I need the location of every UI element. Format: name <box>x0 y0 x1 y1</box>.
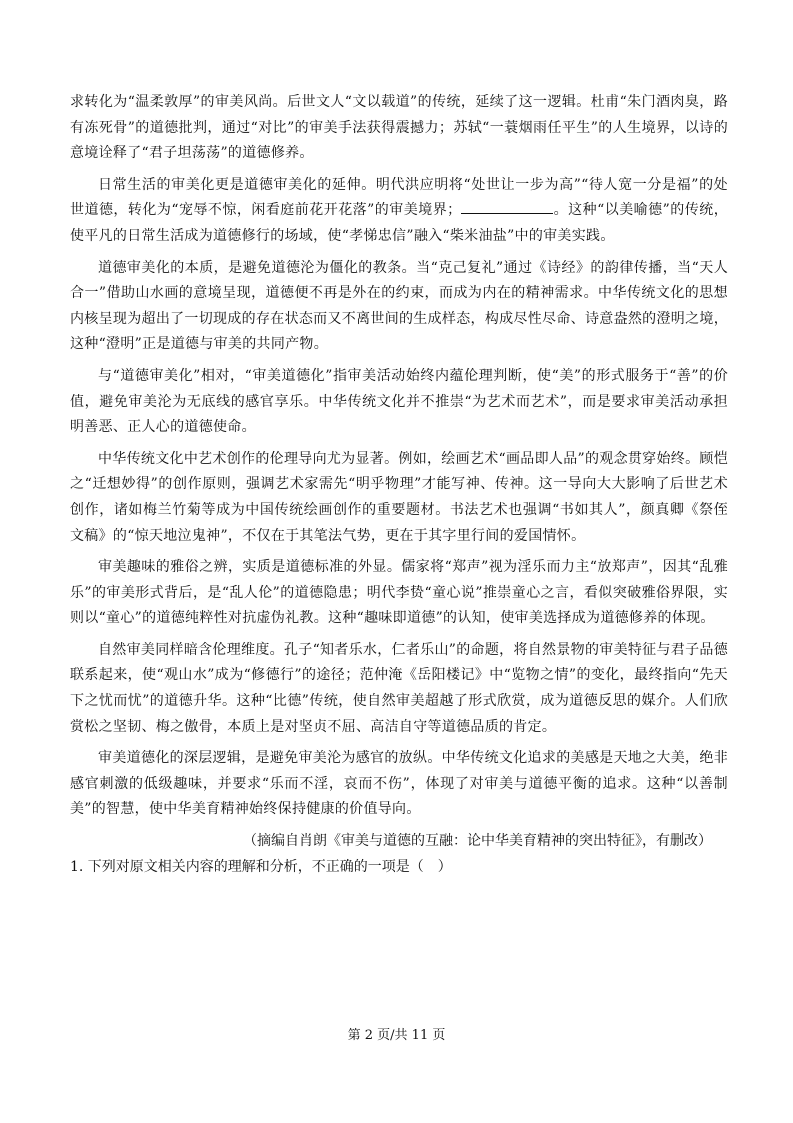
question-1: 1. 下列对原文相关内容的理解和分析，不正确的一项是（ ） <box>70 859 452 876</box>
page-footer: 第 2 页/共 11 页 <box>347 1028 446 1043</box>
paragraph-1: 求转化为“温柔敦厚”的审美风尚。后世文人“文以载道”的传统，延续了这一逻辑。杜甫“朱门酒肉臭，路有冻死骨”的道德批判，通过“对比”的审美手法获得震撼力；苏轼“一蓑烟雨任平生”的人生境界，以诗的意境诠释了“君子坦荡荡”的道德修养。 <box>70 94 728 162</box>
paragraph-2-before-blank: 日常生活的审美化更是道德审美化的延伸。明代洪应明将“处世让一步为高”“待人宽一分是福”的处世道德，转化为“宠辱不惊，闲看庭前花开花落”的审美境界； <box>70 176 728 219</box>
paragraph-6: 审美趣味的雅俗之辨，实质是道德标准的外显。儒家将“郑声”视为淫乐而力主“放郑声”，因其“乱雅乐”的审美形式背后，是“乱人伦”的道德隐患；明代李贽“童心说”推崇童心之言，看似突破雅俗界限，实则以“童心”的道德纯粹性对抗虚伪礼教。这种“趣味即道德”的认知，使审美选择成为道德修养的体现。 <box>70 559 728 627</box>
source-citation: （摘编自肖朗《审美与道德的互融：论中华美育精神的突出特征》，有删改） <box>243 833 712 850</box>
document-body <box>70 90 728 879</box>
fill-in-blank <box>461 199 553 214</box>
paragraph-5: 中华传统文化中艺术创作的伦理导向尤为显著。例如，绘画艺术“画品即人品”的观念贯穿始终。顾恺之“迁想妙得”的创作原则，强调艺术家需先“明乎物理”才能写神、传神。这一导向大大影响了后世艺术创作，诸如梅兰竹菊等成为中国传统绘画创作的重要题材。书法艺术也强调“书如其人”，颜真卿《祭侄文稿》的“惊天地泣鬼神”，不仅在于其笔法气势，更在于其字里行间的爱国情怀。 <box>70 450 728 544</box>
paragraph-2 <box>70 173 728 250</box>
paragraph-8: 审美道德化的深层逻辑，是避免审美沦为感官的放纵。中华传统文化追求的美感是天地之大美，绝非感官刺激的低级趣味，并要求“乐而不淫，哀而不伤”，体现了对审美与道德平衡的追求。这种“以善制美”的智慧，使中华美育精神始终保持健康的价值导向。 <box>70 750 728 818</box>
paragraph-3: 道德审美化的本质，是避免道德沦为僵化的教条。当“克己复礼”通过《诗经》的韵律传播，当“天人合一”借助山水画的意境呈现，道德便不再是外在的约束，而成为内在的精神需求。中华传统文化的思想内核呈现为超出了一切现成的存在状态而又不离世间的生成样态，构成尽性尽命、诗意盎然的澄明之境，这种“澄明”正是道德与审美的共同产物。 <box>70 259 728 353</box>
paragraph-4: 与“道德审美化”相对，“审美道德化”指审美活动始终内蕴伦理判断，使“美”的形式服务于“善”的价值，避免审美沦为无底线的感官享乐。中华传统文化并不推崇“为艺术而艺术”，而是要求审美活动承担明善恶、正人心的道德使命。 <box>70 367 728 436</box>
paragraph-2-after-blank: 。这种“以美喻德”的传统，使平凡的日常生活成为道德修行的场域，使“孝悌忠信”融入“柴米油盐”中的审美实践。 <box>70 202 728 244</box>
paragraph-7: 自然审美同样暗含伦理维度。孔子“知者乐水，仁者乐山”的命题，将自然景物的审美特征与君子品德联系起来，使“观山水”成为“修德行”的途径；范仲淹《岳阳楼记》中“览物之情”的变化，最终指向“先天下之忧而忧”的道德升华。这种“比德”传统，使自然审美超越了形式欣赏，成为道德反思的媒介。人们欣赏松之坚韧、梅之傲骨，本质上是对坚贞不屈、高洁自守等道德品质的肯定。 <box>70 641 728 735</box>
